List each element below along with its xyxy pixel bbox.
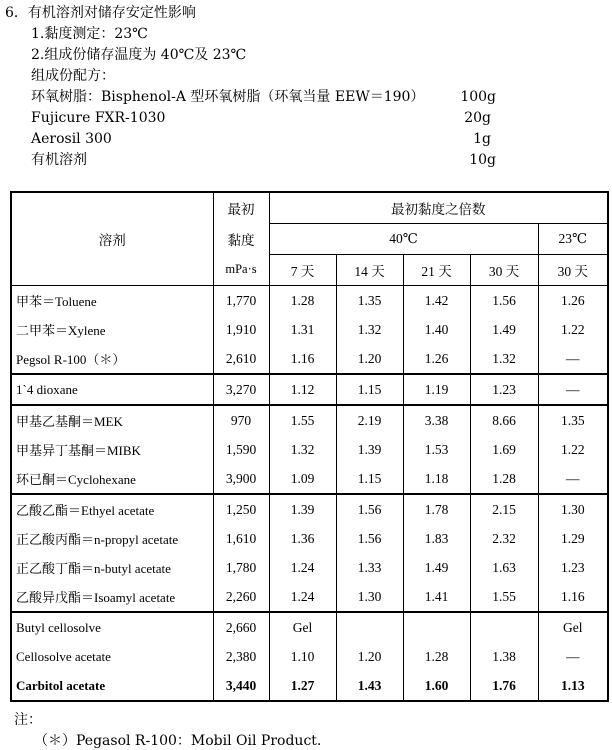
viscosity-ratio: 1.31: [269, 315, 336, 344]
viscosity-ratio: —: [538, 464, 608, 494]
viscosity-ratio: 1.76: [470, 671, 538, 701]
viscosity-ratio: 1.36: [269, 524, 336, 553]
viscosity-ratio: 1.33: [336, 553, 403, 582]
header-day: 30 天: [470, 255, 538, 286]
viscosity-ratio: 2.19: [336, 405, 403, 435]
viscosity-ratio: 1.10: [269, 642, 336, 671]
viscosity-ratio: —: [538, 374, 608, 405]
header-day: 21 天: [403, 255, 470, 286]
header-day: 7 天: [269, 255, 336, 286]
viscosity-ratio: 1.22: [538, 315, 608, 344]
viscosity-ratio: 3.38: [403, 405, 470, 435]
initial-viscosity: 1,910: [213, 315, 269, 344]
viscosity-ratio: 1.18: [403, 464, 470, 494]
solvent-name: Cellosolve acetate: [11, 642, 213, 671]
header-ratio: 最初黏度之倍数: [269, 192, 608, 224]
viscosity-ratio: 1.30: [336, 582, 403, 612]
viscosity-ratio: 1.32: [470, 344, 538, 374]
table-row: [11, 344, 608, 374]
initial-viscosity: 2,610: [213, 344, 269, 374]
viscosity-ratio: 1.20: [336, 344, 403, 374]
viscosity-ratio: 1.41: [403, 582, 470, 612]
footnote-label: 注：: [14, 712, 42, 728]
note-formula-title: 组成份配方：: [31, 68, 115, 84]
solvent-name: 环已酮＝Cyclohexane: [11, 464, 213, 494]
viscosity-ratio: 1.53: [403, 435, 470, 464]
viscosity-ratio: 1.43: [336, 671, 403, 701]
table-row: [11, 435, 608, 464]
formula-solvent: 有机溶剂: [31, 152, 87, 168]
viscosity-ratio: 1.56: [336, 524, 403, 553]
note-viscosity: 1.黏度测定：23℃: [31, 26, 148, 42]
solvent-stability-table: [10, 191, 609, 702]
viscosity-ratio: 1.19: [403, 374, 470, 405]
table-row: [11, 494, 608, 524]
solvent-name: 正乙酸丁酯＝n-butyl acetate: [11, 553, 213, 582]
formula-resin-amount: 100g: [460, 89, 496, 105]
initial-viscosity: 1,780: [213, 553, 269, 582]
viscosity-ratio: 1.28: [269, 286, 336, 316]
initial-viscosity: 1,590: [213, 435, 269, 464]
viscosity-ratio: 2.32: [470, 524, 538, 553]
footnote-text: （＊）Pegasol R-100：Mobil Oil Product.: [34, 733, 322, 749]
viscosity-ratio: 1.27: [269, 671, 336, 701]
solvent-name: 甲苯＝Toluene: [11, 286, 213, 316]
header-initial-unit: mPa·s: [213, 255, 269, 286]
solvent-name: 甲基乙基酮＝MEK: [11, 405, 213, 435]
viscosity-ratio: 1.55: [470, 582, 538, 612]
viscosity-ratio: 1.32: [336, 315, 403, 344]
viscosity-ratio: Gel: [538, 612, 608, 642]
initial-viscosity: 3,900: [213, 464, 269, 494]
solvent-name: Carbitol acetate: [11, 671, 213, 701]
viscosity-ratio: 1.49: [403, 553, 470, 582]
table-row: [11, 286, 608, 316]
viscosity-ratio: 1.09: [269, 464, 336, 494]
viscosity-ratio: 8.66: [470, 405, 538, 435]
viscosity-ratio: [470, 612, 538, 642]
viscosity-ratio: 1.30: [538, 494, 608, 524]
formula-hardener: Fujicure FXR-1030: [31, 110, 166, 126]
table-row: [11, 553, 608, 582]
viscosity-ratio: 1.39: [336, 435, 403, 464]
solvent-name: Butyl cellosolve: [11, 612, 213, 642]
viscosity-ratio: 1.24: [269, 582, 336, 612]
viscosity-ratio: 1.38: [470, 642, 538, 671]
initial-viscosity: 970: [213, 405, 269, 435]
initial-viscosity: 3,270: [213, 374, 269, 405]
viscosity-ratio: —: [538, 642, 608, 671]
viscosity-ratio: 1.26: [538, 286, 608, 316]
initial-viscosity: 1,610: [213, 524, 269, 553]
viscosity-ratio: 1.15: [336, 374, 403, 405]
solvent-name: 1`4 dioxane: [11, 374, 213, 405]
viscosity-ratio: 1.16: [538, 582, 608, 612]
viscosity-ratio: 1.12: [269, 374, 336, 405]
initial-viscosity: 2,660: [213, 612, 269, 642]
viscosity-ratio: 1.83: [403, 524, 470, 553]
solvent-name: 二甲苯＝Xylene: [11, 315, 213, 344]
viscosity-ratio: 1.55: [269, 405, 336, 435]
table-row: [11, 464, 608, 494]
viscosity-ratio: [336, 612, 403, 642]
solvent-name: 甲基异丁基酮＝MIBK: [11, 435, 213, 464]
section-heading: 6．有机溶剂对储存安定性影响: [5, 5, 196, 21]
solvent-name: 乙酸乙酯＝Ethyel acetate: [11, 494, 213, 524]
initial-viscosity: 2,260: [213, 582, 269, 612]
viscosity-ratio: 1.28: [470, 464, 538, 494]
viscosity-ratio: —: [538, 344, 608, 374]
viscosity-ratio: 1.42: [403, 286, 470, 316]
header-solvent: 溶剂: [11, 192, 213, 286]
viscosity-ratio: 1.69: [470, 435, 538, 464]
formula-solvent-amount: 10g: [469, 152, 496, 168]
solvent-name: Pegsol R-100（＊）: [11, 344, 213, 374]
viscosity-ratio: [403, 612, 470, 642]
viscosity-ratio: 1.29: [538, 524, 608, 553]
header-day: 30 天: [538, 255, 608, 286]
viscosity-ratio: 1.26: [403, 344, 470, 374]
viscosity-ratio: 1.63: [470, 553, 538, 582]
viscosity-ratio: 1.60: [403, 671, 470, 701]
header-initial-2: 黏度: [213, 224, 269, 255]
solvent-name: 乙酸异戊酯＝Isoamyl acetate: [11, 582, 213, 612]
table-row: [11, 405, 608, 435]
table-row: [11, 524, 608, 553]
viscosity-ratio: 1.56: [470, 286, 538, 316]
viscosity-ratio: 1.23: [538, 553, 608, 582]
initial-viscosity: 1,250: [213, 494, 269, 524]
viscosity-ratio: 1.56: [336, 494, 403, 524]
table-row: [11, 315, 608, 344]
table-row: [11, 642, 608, 671]
formula-resin: 环氧树脂：Bisphenol-A 型环氧树脂（环氧当量 EEW＝190）: [31, 89, 425, 105]
note-storage-temp: 2.组成份储存温度为 40℃及 23℃: [31, 47, 247, 63]
viscosity-ratio: 1.22: [538, 435, 608, 464]
viscosity-ratio: 1.15: [336, 464, 403, 494]
viscosity-ratio: 1.32: [269, 435, 336, 464]
table-row: [11, 612, 608, 642]
formula-aerosil: Aerosil 300: [31, 131, 112, 147]
header-temp-40: 40℃: [269, 224, 538, 255]
initial-viscosity: 2,380: [213, 642, 269, 671]
header-temp-23: 23℃: [538, 224, 608, 255]
viscosity-ratio: 1.35: [538, 405, 608, 435]
table-row: [11, 374, 608, 405]
table-row: [11, 671, 608, 701]
formula-hardener-amount: 20g: [464, 110, 491, 126]
viscosity-ratio: 1.23: [470, 374, 538, 405]
header-day: 14 天: [336, 255, 403, 286]
solvent-name: 正乙酸丙酯＝n-propyl acetate: [11, 524, 213, 553]
viscosity-ratio: 1.78: [403, 494, 470, 524]
viscosity-ratio: 1.40: [403, 315, 470, 344]
viscosity-ratio: Gel: [269, 612, 336, 642]
viscosity-ratio: 1.16: [269, 344, 336, 374]
viscosity-ratio: 1.39: [269, 494, 336, 524]
initial-viscosity: 1,770: [213, 286, 269, 316]
viscosity-ratio: 2.15: [470, 494, 538, 524]
viscosity-ratio: 1.28: [403, 642, 470, 671]
viscosity-ratio: 1.35: [336, 286, 403, 316]
formula-aerosil-amount: 1g: [473, 131, 491, 147]
table-row: [11, 582, 608, 612]
viscosity-ratio: 1.13: [538, 671, 608, 701]
header-initial-1: 最初: [213, 192, 269, 224]
initial-viscosity: 3,440: [213, 671, 269, 701]
viscosity-ratio: 1.24: [269, 553, 336, 582]
viscosity-ratio: 1.49: [470, 315, 538, 344]
viscosity-ratio: 1.20: [336, 642, 403, 671]
